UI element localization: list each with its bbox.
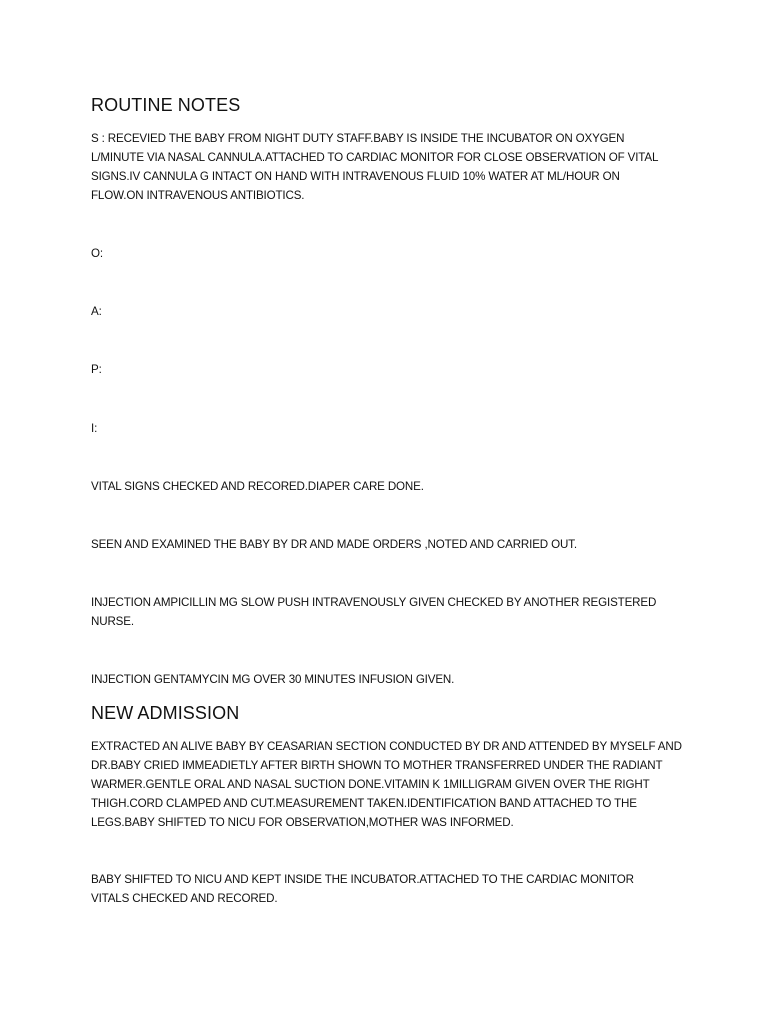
subjective-paragraph [91,129,691,205]
exam-note: SEEN AND EXAMINED THE BABY BY DR AND MADE ORDERS ,NOTED AND CARRIED OUT. [91,538,577,551]
new-admission-heading: NEW ADMISSION [91,703,240,723]
intervention-label: I: [91,422,98,435]
paragraph-line: WARMER.GENTLE ORAL AND NASAL SUCTION DONE.VITAMIN K 1MILLIGRAM GIVEN OVER THE RIGHT [91,778,650,791]
paragraph-line: NURSE. [91,615,134,628]
vitals-note: VITAL SIGNS CHECKED AND RECORED.DIAPER CARE DONE. [91,480,424,493]
ampicillin-note [91,593,691,631]
gentamycin-note: INJECTION GENTAMYCIN MG OVER 30 MINUTES INFUSION GIVEN. [91,673,455,686]
nicu-paragraph [91,870,691,908]
assessment-label: A: [91,305,102,318]
paragraph-line: S : RECEVIED THE BABY FROM NIGHT DUTY STAFF.BABY IS INSIDE THE INCUBATOR ON OXYGEN [91,132,625,145]
paragraph-line: L/MINUTE VIA NASAL CANNULA.ATTACHED TO CARDIAC MONITOR FOR CLOSE OBSERVATION OF VITAL [91,151,659,164]
paragraph-line: VITALS CHECKED AND RECORED. [91,892,278,905]
paragraph-line: EXTRACTED AN ALIVE BABY BY CEASARIAN SECTION CONDUCTED BY DR AND ATTENDED BY MYSELF AND [91,740,682,753]
routine-notes-heading: ROUTINE NOTES [91,95,241,115]
paragraph-line: SIGNS.IV CANNULA G INTACT ON HAND WITH INTRAVENOUS FLUID 10% WATER AT ML/HOUR ON [91,170,620,183]
plan-label: P: [91,363,102,376]
paragraph-line: THIGH.CORD CLAMPED AND CUT.MEASUREMENT TAKEN.IDENTIFICATION BAND ATTACHED TO THE [91,797,637,810]
paragraph-line: LEGS.BABY SHIFTED TO NICU FOR OBSERVATION,MOTHER WAS INFORMED. [91,816,514,829]
paragraph-line: INJECTION AMPICILLIN MG SLOW PUSH INTRAVENOUSLY GIVEN CHECKED BY ANOTHER REGISTERED [91,596,657,609]
paragraph-line: DR.BABY CRIED IMMEADIETLY AFTER BIRTH SHOWN TO MOTHER TRANSFERRED UNDER THE RADIANT [91,759,663,772]
paragraph-line: FLOW.ON INTRAVENOUS ANTIBIOTICS. [91,189,305,202]
paragraph-line: BABY SHIFTED TO NICU AND KEPT INSIDE THE INCUBATOR.ATTACHED TO THE CARDIAC MONITOR [91,873,634,886]
objective-label: O: [91,247,103,260]
delivery-paragraph [91,737,691,832]
